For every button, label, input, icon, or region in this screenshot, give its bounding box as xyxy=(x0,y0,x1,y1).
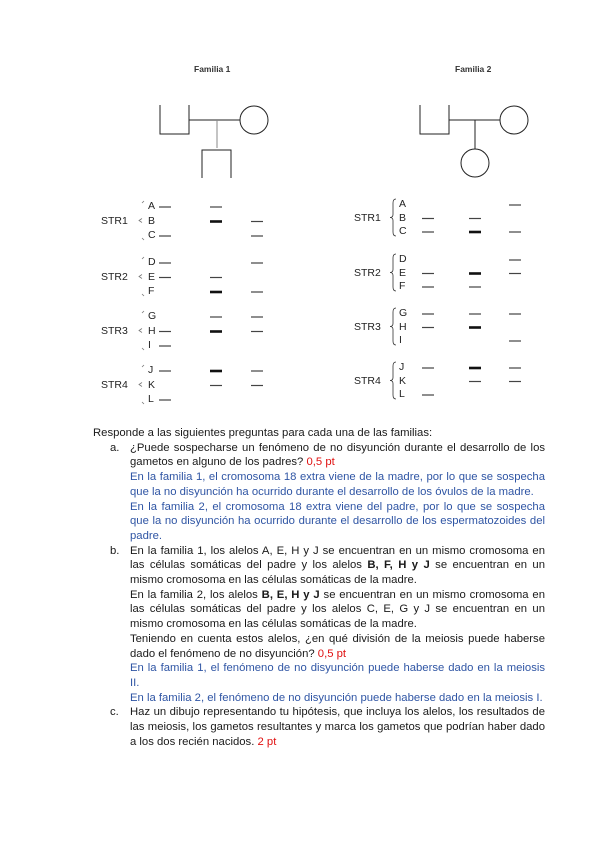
mother-band-C xyxy=(251,235,263,236)
child-band-H xyxy=(469,326,481,329)
brace-icon xyxy=(139,201,144,240)
question-c-points: 2 pt xyxy=(257,735,277,748)
question-b-prompt xyxy=(130,632,545,661)
allele-label: J xyxy=(399,361,405,373)
child-band-G xyxy=(210,316,222,317)
allele-label: J xyxy=(148,364,154,376)
mother-symbol xyxy=(240,106,268,134)
question-c-text: Haz un dibujo representando tu hipótesis, que incluya los alelos, los resultados de las meiosis, los gametos resultantes y marca los gametos que podrían haber dado a los dos recién nacidos. xyxy=(130,706,545,748)
mother-band-K xyxy=(251,385,263,386)
allele-label: I xyxy=(148,339,151,351)
str-label: STR4 xyxy=(354,374,381,387)
brace-icon xyxy=(390,254,396,291)
allele-label: F xyxy=(148,285,155,297)
allele-label: H xyxy=(148,324,156,337)
question-a xyxy=(93,441,545,544)
str-label: STR4 xyxy=(101,378,128,391)
brace-icon xyxy=(139,311,144,350)
father-band-H xyxy=(159,331,171,332)
father-band-C xyxy=(422,231,434,232)
mother-band-J xyxy=(509,367,521,368)
child-band-H xyxy=(210,330,222,333)
allele-label: G xyxy=(148,310,157,322)
text: Teniendo en cuenta estos alelos, ¿en qué división de la meiosis puede haberse dado el fenómeno de no disyunción? xyxy=(130,632,545,660)
str-label: STR2 xyxy=(354,266,381,279)
allele-label: B xyxy=(399,211,407,224)
str-label: STR2 xyxy=(101,270,128,283)
allele-label: K xyxy=(399,374,407,387)
mother-band-B xyxy=(251,221,263,222)
mother-band-A xyxy=(509,204,521,205)
father-symbol xyxy=(160,105,189,134)
family-1-title: Familia 1 xyxy=(194,64,231,74)
question-a-answer-1: En la familia 1, el cromosoma 18 extra viene de la madre, por lo que se sospecha que la no disyunción ha ocurrido durante el desarrollo de los óvulos de la madre. xyxy=(130,471,545,498)
mother-band-D xyxy=(251,262,263,263)
question-b-points: 0,5 pt xyxy=(317,647,347,660)
bold-alleles: B, F, H y J xyxy=(367,559,430,572)
child-band-K xyxy=(210,385,222,386)
bold-alleles: B, E, H y J xyxy=(261,588,320,601)
allele-label: G xyxy=(399,307,408,319)
father-symbol xyxy=(420,105,449,134)
father-band-E xyxy=(422,273,434,274)
father-band-L xyxy=(422,394,434,395)
brace-icon xyxy=(390,362,396,399)
father-band-G xyxy=(422,313,434,314)
father-band-I xyxy=(159,345,171,346)
brace-icon xyxy=(390,308,396,345)
question-a-text: ¿Puede sospecharse un fenómeno de no disyunción durante el desarrollo de los gametos en alguno de los padres? xyxy=(130,441,545,469)
child-band-J xyxy=(210,370,222,373)
question-a-answer-2: En la familia 2, el cromosoma 18 extra viene del padre, por lo que se sospecha que la no disyunción ha ocurrido durante el desarrollo de los espermatozoides del padre. xyxy=(130,500,545,542)
question-b-answer-1: En la familia 1, el fenómeno de no disyunción puede haberse dado en la meiosis II. xyxy=(130,662,545,689)
child-band-A xyxy=(210,206,222,207)
child-symbol xyxy=(202,150,231,178)
mother-band-F xyxy=(251,291,263,292)
mother-symbol xyxy=(500,106,528,134)
allele-label: A xyxy=(399,198,407,210)
allele-label: L xyxy=(148,393,154,405)
child-band-G xyxy=(469,313,481,314)
str-label: STR1 xyxy=(101,214,128,227)
question-b-family-1 xyxy=(130,544,545,588)
allele-label: C xyxy=(399,225,407,237)
child-band-B xyxy=(469,218,481,219)
father-band-B xyxy=(422,218,434,219)
allele-label: F xyxy=(399,280,406,292)
mother-band-D xyxy=(509,259,521,260)
father-band-F xyxy=(422,286,434,287)
child-band-E xyxy=(210,277,222,278)
question-b xyxy=(93,544,545,706)
father-band-D xyxy=(159,262,171,263)
question-c-marker: c. xyxy=(110,706,119,719)
child-band-F xyxy=(469,286,481,287)
child-band-C xyxy=(469,231,481,234)
pedigree-family-2 xyxy=(420,105,528,177)
allele-label: I xyxy=(399,334,402,346)
question-b-family-2 xyxy=(130,588,545,632)
mother-band-J xyxy=(251,370,263,371)
father-band-J xyxy=(159,370,171,371)
allele-label: L xyxy=(399,388,405,400)
mother-band-H xyxy=(251,331,263,332)
child-symbol xyxy=(461,149,489,177)
allele-label: E xyxy=(399,266,407,279)
question-c xyxy=(93,705,545,749)
str-label: STR3 xyxy=(354,320,381,333)
child-band-J xyxy=(469,367,481,370)
brace-icon xyxy=(139,257,144,296)
family-2-title: Familia 2 xyxy=(455,64,492,74)
question-b-answer-2: En la familia 2, el fenómeno de no disyunción puede haberse dado en la meiosis I. xyxy=(130,691,543,704)
questions-section xyxy=(93,426,545,749)
allele-label: H xyxy=(399,320,407,333)
pedigree-family-1 xyxy=(160,105,268,178)
allele-label: D xyxy=(148,256,156,268)
text: se encuentran en un mismo cromosoma en las células somáticas de la madre. xyxy=(130,559,545,587)
text: En la familia 2, los alelos xyxy=(130,588,262,601)
allele-label: E xyxy=(148,270,156,283)
child-band-B xyxy=(210,220,222,223)
question-b-marker: b. xyxy=(110,544,120,557)
father-band-E xyxy=(159,277,171,278)
mother-band-C xyxy=(509,231,521,232)
father-band-L xyxy=(159,399,171,400)
mother-band-K xyxy=(509,381,521,382)
brace-icon xyxy=(390,199,396,236)
child-band-K xyxy=(469,381,481,382)
intro-text: Responde a las siguientes preguntas para cada una de las familias: xyxy=(93,427,433,439)
text: En la familia 1, los alelos A, E, H y J se encuentran en un mismo cromosoma en las células somáticas del padre y los alelos xyxy=(130,544,545,572)
str-label: STR1 xyxy=(354,211,381,224)
allele-label: K xyxy=(148,378,156,391)
text: se encuentran en un mismo cromosoma en las células somáticas del padre y los alelos C, E, G y J se encuentran en un mismo cromosoma en las células somáticas de la madre. xyxy=(130,588,545,631)
question-a-points: 0,5 pt xyxy=(306,456,335,469)
allele-label: D xyxy=(399,253,407,265)
allele-label: C xyxy=(148,229,156,241)
child-band-F xyxy=(210,291,222,294)
father-band-H xyxy=(422,327,434,328)
brace-icon xyxy=(139,365,144,404)
mother-band-G xyxy=(251,316,263,317)
mother-band-G xyxy=(509,313,521,314)
str-label: STR3 xyxy=(101,324,128,337)
child-band-E xyxy=(469,272,481,275)
father-band-C xyxy=(159,235,171,236)
father-band-J xyxy=(422,367,434,368)
allele-label: B xyxy=(148,214,156,227)
father-band-A xyxy=(159,206,171,207)
mother-band-E xyxy=(509,273,521,274)
pedigrees-and-gels xyxy=(0,0,600,420)
allele-label: A xyxy=(148,200,156,212)
question-a-marker: a. xyxy=(110,441,120,454)
mother-band-I xyxy=(509,340,521,341)
